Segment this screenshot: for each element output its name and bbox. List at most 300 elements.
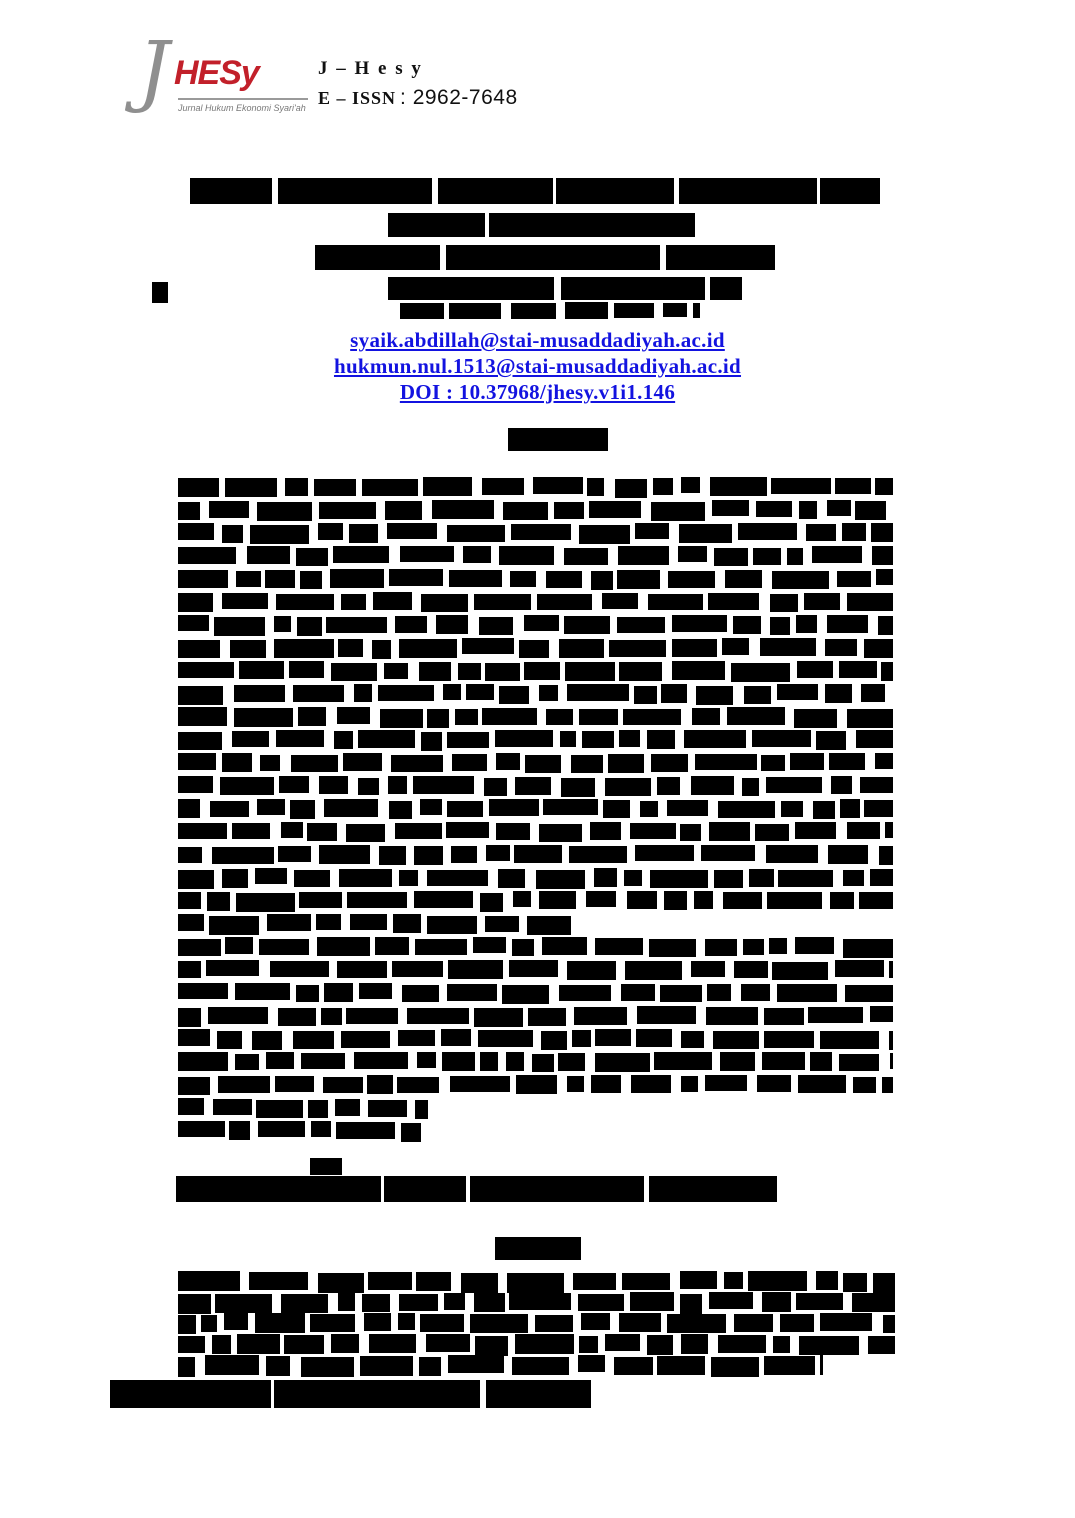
- ink-segment: [764, 1356, 815, 1375]
- ink-segment: [827, 500, 851, 516]
- ink-segment: [561, 277, 705, 300]
- ink-segment: [650, 870, 708, 888]
- ink-segment: [475, 1336, 508, 1356]
- ink-segment: [660, 985, 702, 1002]
- ink-segment: [813, 801, 835, 819]
- ink-segment: [260, 755, 280, 771]
- author-email-1-link[interactable]: syaik.abdillah@stai-musaddadiyah.ac.id: [350, 328, 725, 352]
- ink-segment: [310, 1314, 355, 1332]
- ink-segment: [318, 523, 343, 540]
- ink-segment: [341, 594, 366, 610]
- ink-segment: [449, 303, 501, 319]
- ink-segment: [861, 684, 885, 702]
- ink-segment: [608, 754, 644, 773]
- ink-segment: [543, 799, 598, 815]
- ink-segment: [398, 1030, 435, 1046]
- ink-segment: [249, 1272, 308, 1290]
- ink-segment: [474, 1008, 523, 1027]
- ink-segment: [307, 823, 337, 841]
- ink-segment: [446, 822, 489, 838]
- ink-segment: [215, 1294, 272, 1313]
- ink-segment: [519, 640, 549, 658]
- ink-segment: [647, 1335, 673, 1355]
- ink-segment: [816, 731, 846, 750]
- ink-segment: [605, 778, 651, 796]
- ink-segment: [267, 914, 311, 931]
- ink-segment: [178, 961, 201, 978]
- ink-segment: [278, 846, 311, 862]
- ink-segment: [847, 709, 893, 728]
- ink-segment: [266, 1356, 290, 1376]
- ink-segment: [480, 1052, 498, 1071]
- ink-segment: [657, 777, 680, 795]
- ink-segment: [535, 1315, 573, 1332]
- ink-segment: [731, 663, 790, 682]
- ink-segment: [748, 1271, 807, 1291]
- ink-segment: [761, 755, 785, 771]
- ink-segment: [733, 616, 761, 634]
- ink-segment: [444, 1293, 465, 1310]
- ink-segment: [565, 302, 608, 319]
- ink-segment: [709, 1292, 753, 1309]
- ink-segment: [388, 213, 485, 237]
- ink-segment: [773, 1336, 790, 1353]
- ink-segment: [870, 869, 893, 886]
- ink-segment: [647, 730, 675, 749]
- ink-segment: [461, 1273, 498, 1293]
- ink-segment: [573, 1273, 616, 1290]
- ink-segment: [482, 708, 537, 725]
- ink-segment: [820, 178, 880, 204]
- ink-segment: [605, 1334, 640, 1351]
- ink-segment: [710, 477, 767, 496]
- ink-segment: [514, 845, 562, 863]
- ink-segment: [324, 983, 353, 1002]
- ink-segment: [769, 938, 787, 954]
- ink-segment: [664, 891, 687, 910]
- ink-segment: [485, 916, 519, 932]
- ink-segment: [503, 502, 548, 520]
- ink-segment: [427, 916, 477, 934]
- ink-segment: [395, 616, 427, 633]
- ink-segment: [512, 939, 534, 956]
- ink-segment: [516, 1075, 557, 1094]
- ink-segment: [236, 571, 261, 587]
- ink-segment: [847, 822, 880, 839]
- ink-segment: [602, 593, 638, 609]
- ink-segment: [720, 1052, 755, 1071]
- ink-segment: [636, 1029, 672, 1047]
- ink-segment: [495, 730, 553, 747]
- ink-segment: [234, 708, 293, 727]
- ink-segment: [214, 617, 265, 636]
- ink-segment: [515, 777, 551, 795]
- ink-segment: [572, 1030, 591, 1047]
- ink-segment: [835, 478, 871, 494]
- ink-segment: [209, 501, 249, 518]
- ink-segment: [766, 777, 822, 793]
- ink-segment: [178, 1029, 210, 1046]
- ink-segment: [407, 1008, 469, 1024]
- issn-label: E – ISSN: [318, 88, 397, 108]
- ink-segment: [442, 1052, 475, 1071]
- ink-segment: [266, 1052, 294, 1069]
- ink-segment: [257, 799, 285, 815]
- ink-segment: [239, 661, 284, 679]
- ink-segment: [419, 1357, 441, 1376]
- ink-segment: [705, 939, 737, 956]
- ink-segment: [722, 638, 749, 655]
- ink-segment: [448, 960, 503, 979]
- ink-segment: [705, 1075, 747, 1091]
- ink-segment: [152, 282, 168, 303]
- ink-segment: [567, 1076, 584, 1092]
- ink-segment: [496, 753, 520, 770]
- ink-segment: [317, 937, 370, 956]
- ink-segment: [829, 753, 865, 770]
- ink-segment: [480, 893, 503, 912]
- ink-segment: [691, 961, 725, 977]
- ink-segment: [270, 961, 329, 977]
- ink-segment: [293, 1031, 334, 1049]
- ink-segment: [816, 1271, 838, 1290]
- ink-segment: [337, 707, 370, 724]
- logo-tagline: Jurnal Hukum Ekonomi Syari'ah: [178, 103, 306, 113]
- ink-segment: [489, 799, 539, 816]
- ink-segment: [743, 939, 764, 955]
- ink-segment: [338, 1293, 355, 1311]
- ink-segment: [627, 891, 657, 909]
- ink-segment: [275, 1076, 314, 1092]
- ink-segment: [842, 523, 866, 541]
- ink-segment: [617, 570, 660, 589]
- ink-segment: [372, 640, 391, 659]
- ink-segment: [446, 245, 660, 270]
- ink-segment: [324, 799, 378, 817]
- author-email-2-link[interactable]: hukmun.nul.1513@stai-musaddadiyah.ac.id: [333, 354, 742, 378]
- ink-segment: [225, 478, 277, 497]
- ink-segment: [856, 730, 893, 748]
- ink-segment: [622, 1273, 670, 1290]
- ink-segment: [400, 303, 444, 319]
- ink-segment: [222, 869, 248, 888]
- ink-segment: [438, 178, 553, 204]
- ink-segment: [672, 615, 727, 632]
- ink-segment: [178, 1294, 211, 1314]
- ink-segment: [536, 870, 585, 889]
- ink-segment: [358, 730, 415, 748]
- ink-segment: [672, 661, 725, 680]
- ink-segment: [509, 1293, 571, 1310]
- ink-segment: [678, 546, 707, 562]
- ink-segment: [178, 615, 209, 631]
- ink-segment: [449, 570, 502, 587]
- ink-segment: [756, 501, 792, 517]
- ink-segment: [205, 1355, 259, 1375]
- ink-segment: [247, 546, 290, 564]
- ink-segment: [881, 662, 893, 681]
- ink-segment: [402, 985, 439, 1002]
- ink-segment: [778, 870, 833, 887]
- ink-segment: [178, 914, 204, 931]
- ink-segment: [255, 868, 287, 884]
- ink-segment: [651, 754, 688, 772]
- ink-segment: [178, 776, 213, 793]
- ink-segment: [772, 571, 829, 589]
- ink-segment: [889, 961, 893, 978]
- ink-segment: [398, 1313, 415, 1330]
- ink-segment: [190, 178, 272, 204]
- ink-segment: [462, 638, 514, 654]
- ink-segment: [474, 1293, 505, 1312]
- ink-segment: [770, 617, 790, 635]
- ink-segment: [845, 985, 893, 1002]
- ink-segment: [744, 686, 771, 704]
- ink-segment: [681, 1334, 708, 1354]
- ink-segment: [217, 1031, 242, 1049]
- ink-segment: [178, 1271, 240, 1291]
- ink-segment: [594, 868, 617, 887]
- ink-segment: [451, 846, 477, 863]
- ink-segment: [421, 732, 442, 751]
- ink-segment: [680, 1271, 717, 1289]
- ink-segment: [178, 983, 228, 999]
- ink-segment: [276, 594, 334, 610]
- ink-segment: [724, 1272, 743, 1289]
- ink-segment: [482, 478, 524, 495]
- ink-segment: [448, 1355, 504, 1373]
- ink-segment: [561, 778, 595, 797]
- ink-segment: [278, 178, 432, 204]
- ink-segment: [590, 822, 621, 840]
- ink-segment: [571, 755, 603, 773]
- ink-segment: [436, 615, 468, 634]
- ink-segment: [624, 870, 642, 886]
- ink-segment: [452, 754, 487, 771]
- ink-segment: [354, 1052, 408, 1069]
- ink-segment: [225, 937, 253, 954]
- ink-segment: [369, 1334, 416, 1353]
- ink-segment: [533, 477, 583, 494]
- ink-segment: [764, 1008, 804, 1025]
- ink-segment: [752, 730, 811, 747]
- ink-segment: [285, 478, 308, 496]
- ink-segment: [350, 914, 387, 930]
- ink-segment: [265, 570, 295, 588]
- ink-segment: [354, 684, 372, 702]
- ink-segment: [308, 1100, 328, 1118]
- ink-segment: [178, 892, 201, 909]
- ink-segment: [828, 845, 868, 864]
- ink-segment: [426, 1334, 470, 1352]
- ink-segment: [679, 524, 732, 543]
- ink-segment: [499, 546, 554, 565]
- ink-segment: [511, 524, 571, 540]
- ink-segment: [338, 639, 363, 657]
- ink-segment: [399, 639, 457, 658]
- ink-segment: [738, 523, 797, 540]
- ink-segment: [201, 1315, 217, 1332]
- ink-segment: [290, 800, 315, 819]
- ink-segment: [388, 277, 554, 300]
- ink-segment: [766, 845, 818, 863]
- issn-value: : 2962-7648: [400, 86, 518, 109]
- ink-segment: [764, 1031, 814, 1048]
- ink-segment: [614, 303, 654, 318]
- ink-segment: [653, 478, 673, 495]
- ink-segment: [397, 1077, 439, 1093]
- ink-segment: [385, 501, 422, 520]
- ink-segment: [714, 548, 748, 566]
- ink-segment: [875, 753, 893, 769]
- ink-segment: [339, 869, 392, 887]
- ink-segment: [237, 1334, 280, 1354]
- ink-segment: [178, 547, 236, 564]
- ink-segment: [681, 1076, 698, 1092]
- ink-segment: [423, 477, 472, 496]
- ink-segment: [466, 684, 494, 700]
- ink-segment: [178, 523, 214, 540]
- ink-segment: [578, 1294, 624, 1311]
- ink-segment: [843, 1273, 867, 1292]
- ink-segment: [413, 776, 474, 794]
- ink-segment: [284, 1335, 324, 1354]
- ink-segment: [753, 548, 781, 565]
- ink-segment: [441, 1029, 471, 1046]
- ink-segment: [210, 801, 249, 817]
- ink-segment: [873, 1273, 895, 1293]
- ink-segment: [560, 731, 576, 747]
- ink-segment: [485, 663, 520, 681]
- ink-segment: [713, 1031, 759, 1049]
- ink-segment: [649, 1176, 777, 1202]
- ink-segment: [734, 961, 768, 978]
- ink-segment: [473, 937, 506, 953]
- ink-segment: [757, 1075, 791, 1092]
- ink-segment: [709, 822, 750, 841]
- ink-segment: [236, 893, 295, 912]
- ink-segment: [843, 939, 893, 958]
- ink-segment: [714, 870, 743, 888]
- ink-segment: [755, 824, 789, 841]
- ink-segment: [232, 731, 269, 747]
- ink-segment: [178, 732, 222, 750]
- ink-segment: [415, 1100, 428, 1119]
- ink-segment: [367, 1075, 393, 1094]
- ink-segment: [595, 938, 643, 955]
- ink-segment: [634, 686, 657, 704]
- ink-segment: [630, 823, 676, 839]
- doi-link[interactable]: DOI : 10.37968/jhesy.v1i1.146: [399, 380, 676, 404]
- ink-segment: [506, 1052, 524, 1071]
- ink-segment: [762, 1292, 791, 1312]
- ink-segment: [565, 662, 615, 681]
- ink-segment: [619, 662, 662, 681]
- ink-segment: [346, 824, 385, 842]
- ink-segment: [559, 639, 604, 658]
- ink-segment: [666, 245, 775, 270]
- ink-segment: [232, 823, 270, 839]
- ink-segment: [400, 546, 454, 562]
- ink-segment: [804, 593, 840, 610]
- ink-segment: [276, 730, 324, 747]
- ink-segment: [672, 639, 717, 657]
- ink-segment: [310, 1158, 342, 1175]
- ink-segment: [378, 685, 434, 701]
- ink-segment: [871, 523, 893, 542]
- ink-segment: [525, 755, 561, 773]
- ink-segment: [679, 178, 817, 204]
- ink-segment: [321, 1008, 342, 1025]
- ink-segment: [831, 776, 852, 794]
- ink-segment: [760, 638, 816, 656]
- ink-segment: [681, 1031, 704, 1048]
- ink-segment: [178, 1315, 196, 1334]
- ink-segment: [178, 870, 214, 889]
- ink-segment: [694, 891, 713, 909]
- ink-segment: [432, 500, 494, 519]
- ink-segment: [623, 709, 681, 725]
- ink-segment: [178, 478, 219, 497]
- ink-segment: [651, 502, 705, 521]
- ink-segment: [835, 960, 884, 977]
- ink-segment: [420, 799, 442, 815]
- ink-segment: [323, 1077, 363, 1093]
- ink-segment: [316, 914, 341, 930]
- ink-segment: [839, 1054, 879, 1071]
- ink-segment: [414, 891, 473, 908]
- ink-segment: [401, 1123, 421, 1142]
- ink-segment: [393, 914, 421, 933]
- ink-segment: [762, 1052, 805, 1070]
- ink-segment: [447, 525, 505, 542]
- ink-segment: [349, 524, 378, 543]
- ink-segment: [311, 1121, 331, 1137]
- ink-segment: [795, 822, 836, 839]
- ink-segment: [178, 847, 202, 863]
- ink-segment: [799, 501, 817, 519]
- ink-segment: [706, 1007, 758, 1025]
- ink-segment: [384, 1176, 466, 1202]
- ink-segment: [319, 845, 370, 864]
- ink-segment: [176, 1176, 381, 1202]
- ink-segment: [619, 1313, 661, 1332]
- ink-segment: [274, 639, 334, 658]
- ink-segment: [796, 615, 817, 633]
- ink-segment: [443, 684, 461, 700]
- ink-segment: [649, 939, 696, 957]
- ink-segment: [635, 845, 694, 861]
- ink-segment: [806, 524, 836, 541]
- ink-segment: [582, 731, 614, 748]
- ink-segment: [767, 892, 822, 909]
- ink-segment: [777, 984, 837, 1002]
- ink-segment: [708, 593, 759, 610]
- ink-segment: [178, 570, 228, 588]
- ink-segment: [707, 984, 731, 1001]
- ink-segment: [718, 801, 775, 818]
- ink-segment: [510, 571, 536, 587]
- ink-segment: [770, 594, 798, 612]
- ink-segment: [820, 1313, 872, 1331]
- ink-segment: [368, 1100, 407, 1117]
- ink-segment: [178, 1008, 201, 1027]
- ink-segment: [539, 891, 576, 909]
- ink-segment: [315, 245, 440, 270]
- ink-segment: [314, 479, 356, 496]
- ink-segment: [507, 1273, 564, 1293]
- ink-segment: [415, 939, 467, 955]
